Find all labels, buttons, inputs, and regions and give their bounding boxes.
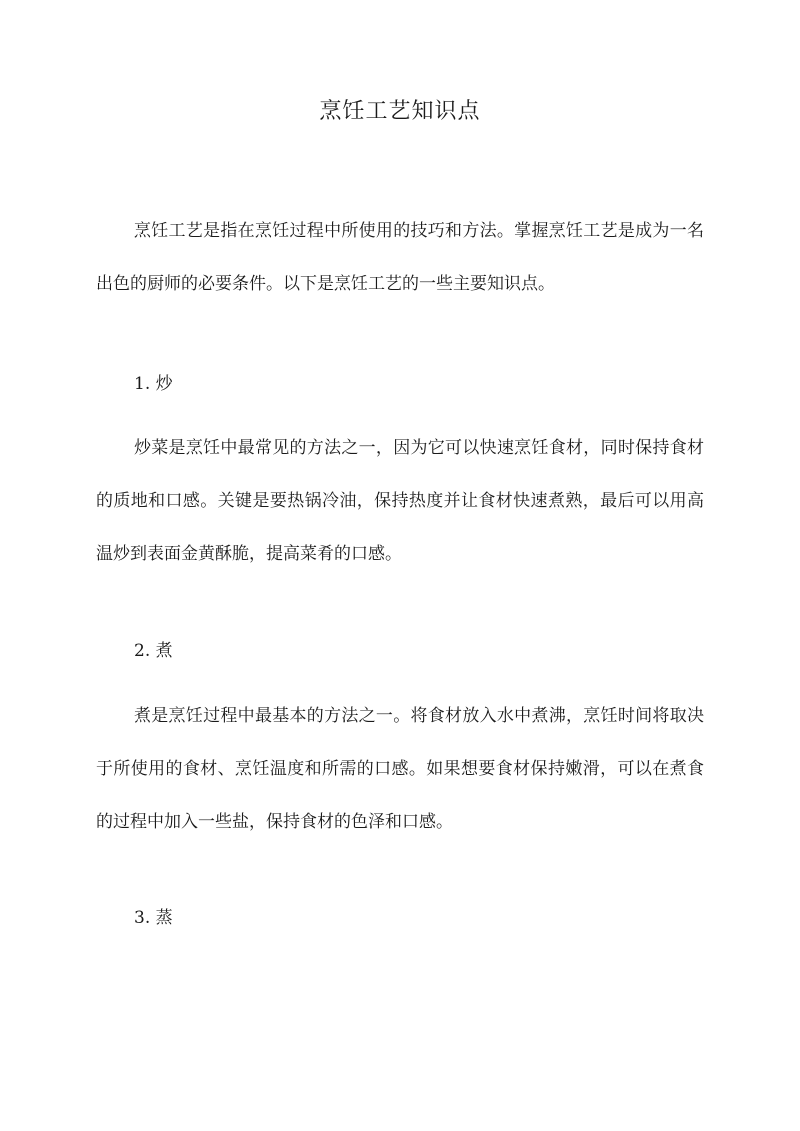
section-body-boil: 煮是烹饪过程中最基本的方法之一。将食材放入水中煮沸，烹饪时间将取决于所使用的食材、烹饪温度和所需的口感。如果想要食材保持嫩滑，可以在煮食的过程中加入一些盐，保持食材的色泽和口感。 (96, 706, 704, 832)
section-heading-boil: 2. 煮 (134, 641, 173, 661)
intro-paragraph: 烹饪工艺是指在烹饪过程中所使用的技巧和方法。掌握烹饪工艺是成为一名出色的厨师的必要条件。以下是烹饪工艺的一些主要知识点。 (96, 221, 704, 294)
section-heading-stir-fry: 1. 炒 (134, 374, 173, 394)
section-body-stir-fry: 炒菜是烹饪中最常见的方法之一，因为它可以快速烹饪食材，同时保持食材的质地和口感。关键是要热锅冷油，保持热度并让食材快速煮熟，最后可以用高温炒到表面金黄酥脆，提高菜肴的口感。 (96, 438, 704, 564)
section-heading-steam: 3. 蒸 (134, 908, 173, 928)
page-title: 烹饪工艺知识点 (319, 99, 481, 124)
